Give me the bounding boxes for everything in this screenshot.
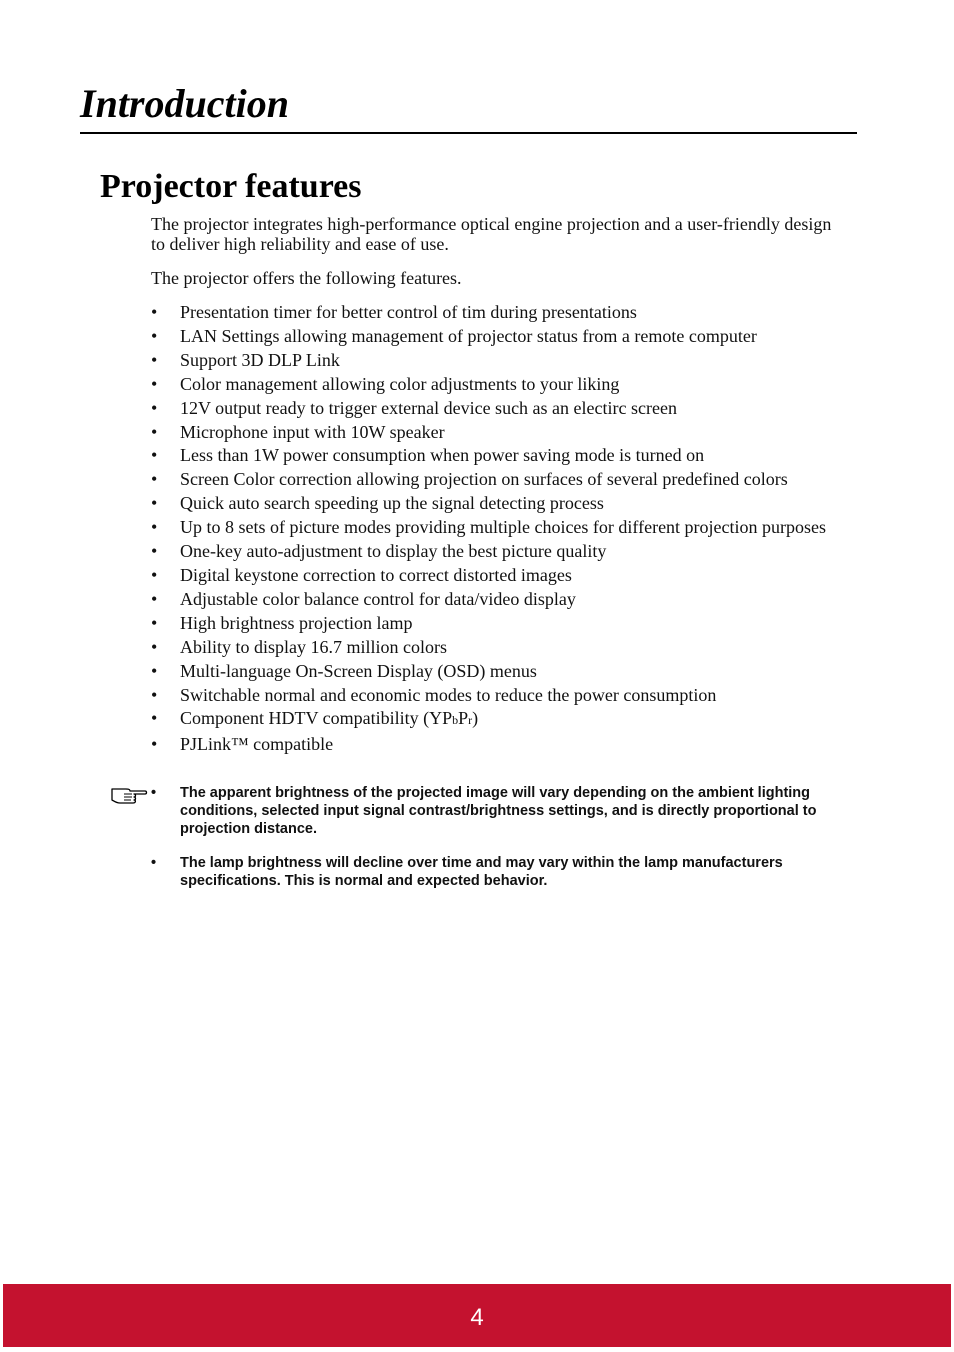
feature-text-middle: P (458, 708, 469, 729)
feature-text: LAN Settings allowing management of projector status from a remote computer (180, 325, 757, 346)
bullet: • (151, 373, 158, 394)
bullet: • (151, 397, 158, 418)
feature-item-pjlink (151, 733, 851, 757)
feature-text-suffix: ) (472, 708, 479, 729)
feature-item-component (151, 707, 851, 733)
bullet: • (151, 734, 158, 755)
bullet: • (151, 684, 158, 705)
bullet: • (151, 349, 158, 370)
feature-text: High brightness projection lamp (180, 612, 413, 633)
section-title: Projector features (100, 168, 362, 205)
footer-bar (3, 1284, 951, 1347)
note-text: The apparent brightness of the projected image will vary depending on the ambient lighting conditions, selected input signal contrast/brightness settings, and is directly proportional to projection distance. (180, 785, 817, 837)
pointing-hand-icon (110, 784, 148, 806)
bullet: • (151, 493, 158, 514)
feature-text: Up to 8 sets of picture modes providing multiple choices for different projection purposes (180, 517, 827, 538)
feature-item (151, 612, 851, 636)
feature-text: PJLink™ compatible (180, 734, 334, 755)
feature-text: Digital keystone correction to correct distorted images (180, 564, 572, 585)
bullet: • (151, 708, 158, 729)
bullet: • (151, 588, 158, 609)
bullet: • (151, 302, 158, 322)
feature-item (151, 444, 851, 468)
feature-text: Adjustable color balance control for data/video display (180, 588, 576, 609)
page-number: 4 (470, 1304, 484, 1331)
chapter-title: Introduction (80, 81, 289, 126)
feature-item (151, 636, 851, 660)
feature-item (151, 468, 851, 492)
feature-text-sub-b: b (452, 713, 459, 728)
feature-item (151, 540, 851, 564)
chapter-title-rule (80, 132, 857, 134)
feature-item (151, 684, 851, 708)
bullet: • (151, 445, 158, 466)
bullet: • (151, 855, 157, 871)
note-item (151, 854, 851, 890)
note-text: The lamp brightness will decline over time and may vary within the lamp manufacturers specifications. This is normal and expected behavior. (180, 855, 783, 889)
feature-text-prefix: Component HDTV compatibility (YP (180, 708, 453, 729)
bullet: • (151, 785, 157, 801)
bullet: • (151, 564, 158, 585)
intro-paragraph: The projector integrates high-performance optical engine projection and a user-friendly design to deliver high reliability and ease of use. (151, 214, 832, 254)
feature-text: Support 3D DLP Link (180, 349, 340, 370)
feature-text: One-key auto-adjustment to display the best picture quality (180, 541, 607, 562)
note-item (151, 784, 851, 838)
feature-item (151, 421, 851, 445)
bullet: • (151, 517, 158, 538)
bullet: • (151, 469, 158, 490)
feature-text: Switchable normal and economic modes to reduce the power consumption (180, 684, 717, 705)
feature-text: Less than 1W power consumption when power saving mode is turned on (180, 445, 705, 466)
feature-item (151, 660, 851, 684)
feature-item (151, 397, 851, 421)
feature-text: Microphone input with 10W speaker (180, 421, 445, 442)
feature-text: Color management allowing color adjustments to your liking (180, 373, 620, 394)
bullet: • (151, 660, 158, 681)
note-list (151, 784, 851, 906)
bullet: • (151, 636, 158, 657)
feature-item (151, 492, 851, 516)
feature-text: Multi-language On-Screen Display (OSD) menus (180, 660, 537, 681)
feature-item (151, 301, 851, 325)
feature-text: Ability to display 16.7 million colors (180, 636, 447, 657)
feature-text: Presentation timer for better control of tim during presentations (180, 302, 637, 322)
bullet: • (151, 541, 158, 562)
feature-item (151, 373, 851, 397)
feature-text-sub-r: r (468, 713, 473, 728)
features-lead-paragraph: The projector offers the following features. (151, 268, 462, 288)
feature-item (151, 588, 851, 612)
bullet: • (151, 325, 158, 346)
feature-list (151, 301, 851, 757)
feature-item (151, 564, 851, 588)
bullet: • (151, 421, 158, 442)
feature-item (151, 516, 851, 540)
feature-text: Quick auto search speeding up the signal detecting process (180, 493, 604, 514)
feature-text: Screen Color correction allowing projection on surfaces of several predefined colors (180, 469, 788, 490)
feature-text: 12V output ready to trigger external device such as an electirc screen (180, 397, 677, 418)
feature-item (151, 325, 851, 349)
feature-item (151, 349, 851, 373)
bullet: • (151, 612, 158, 633)
